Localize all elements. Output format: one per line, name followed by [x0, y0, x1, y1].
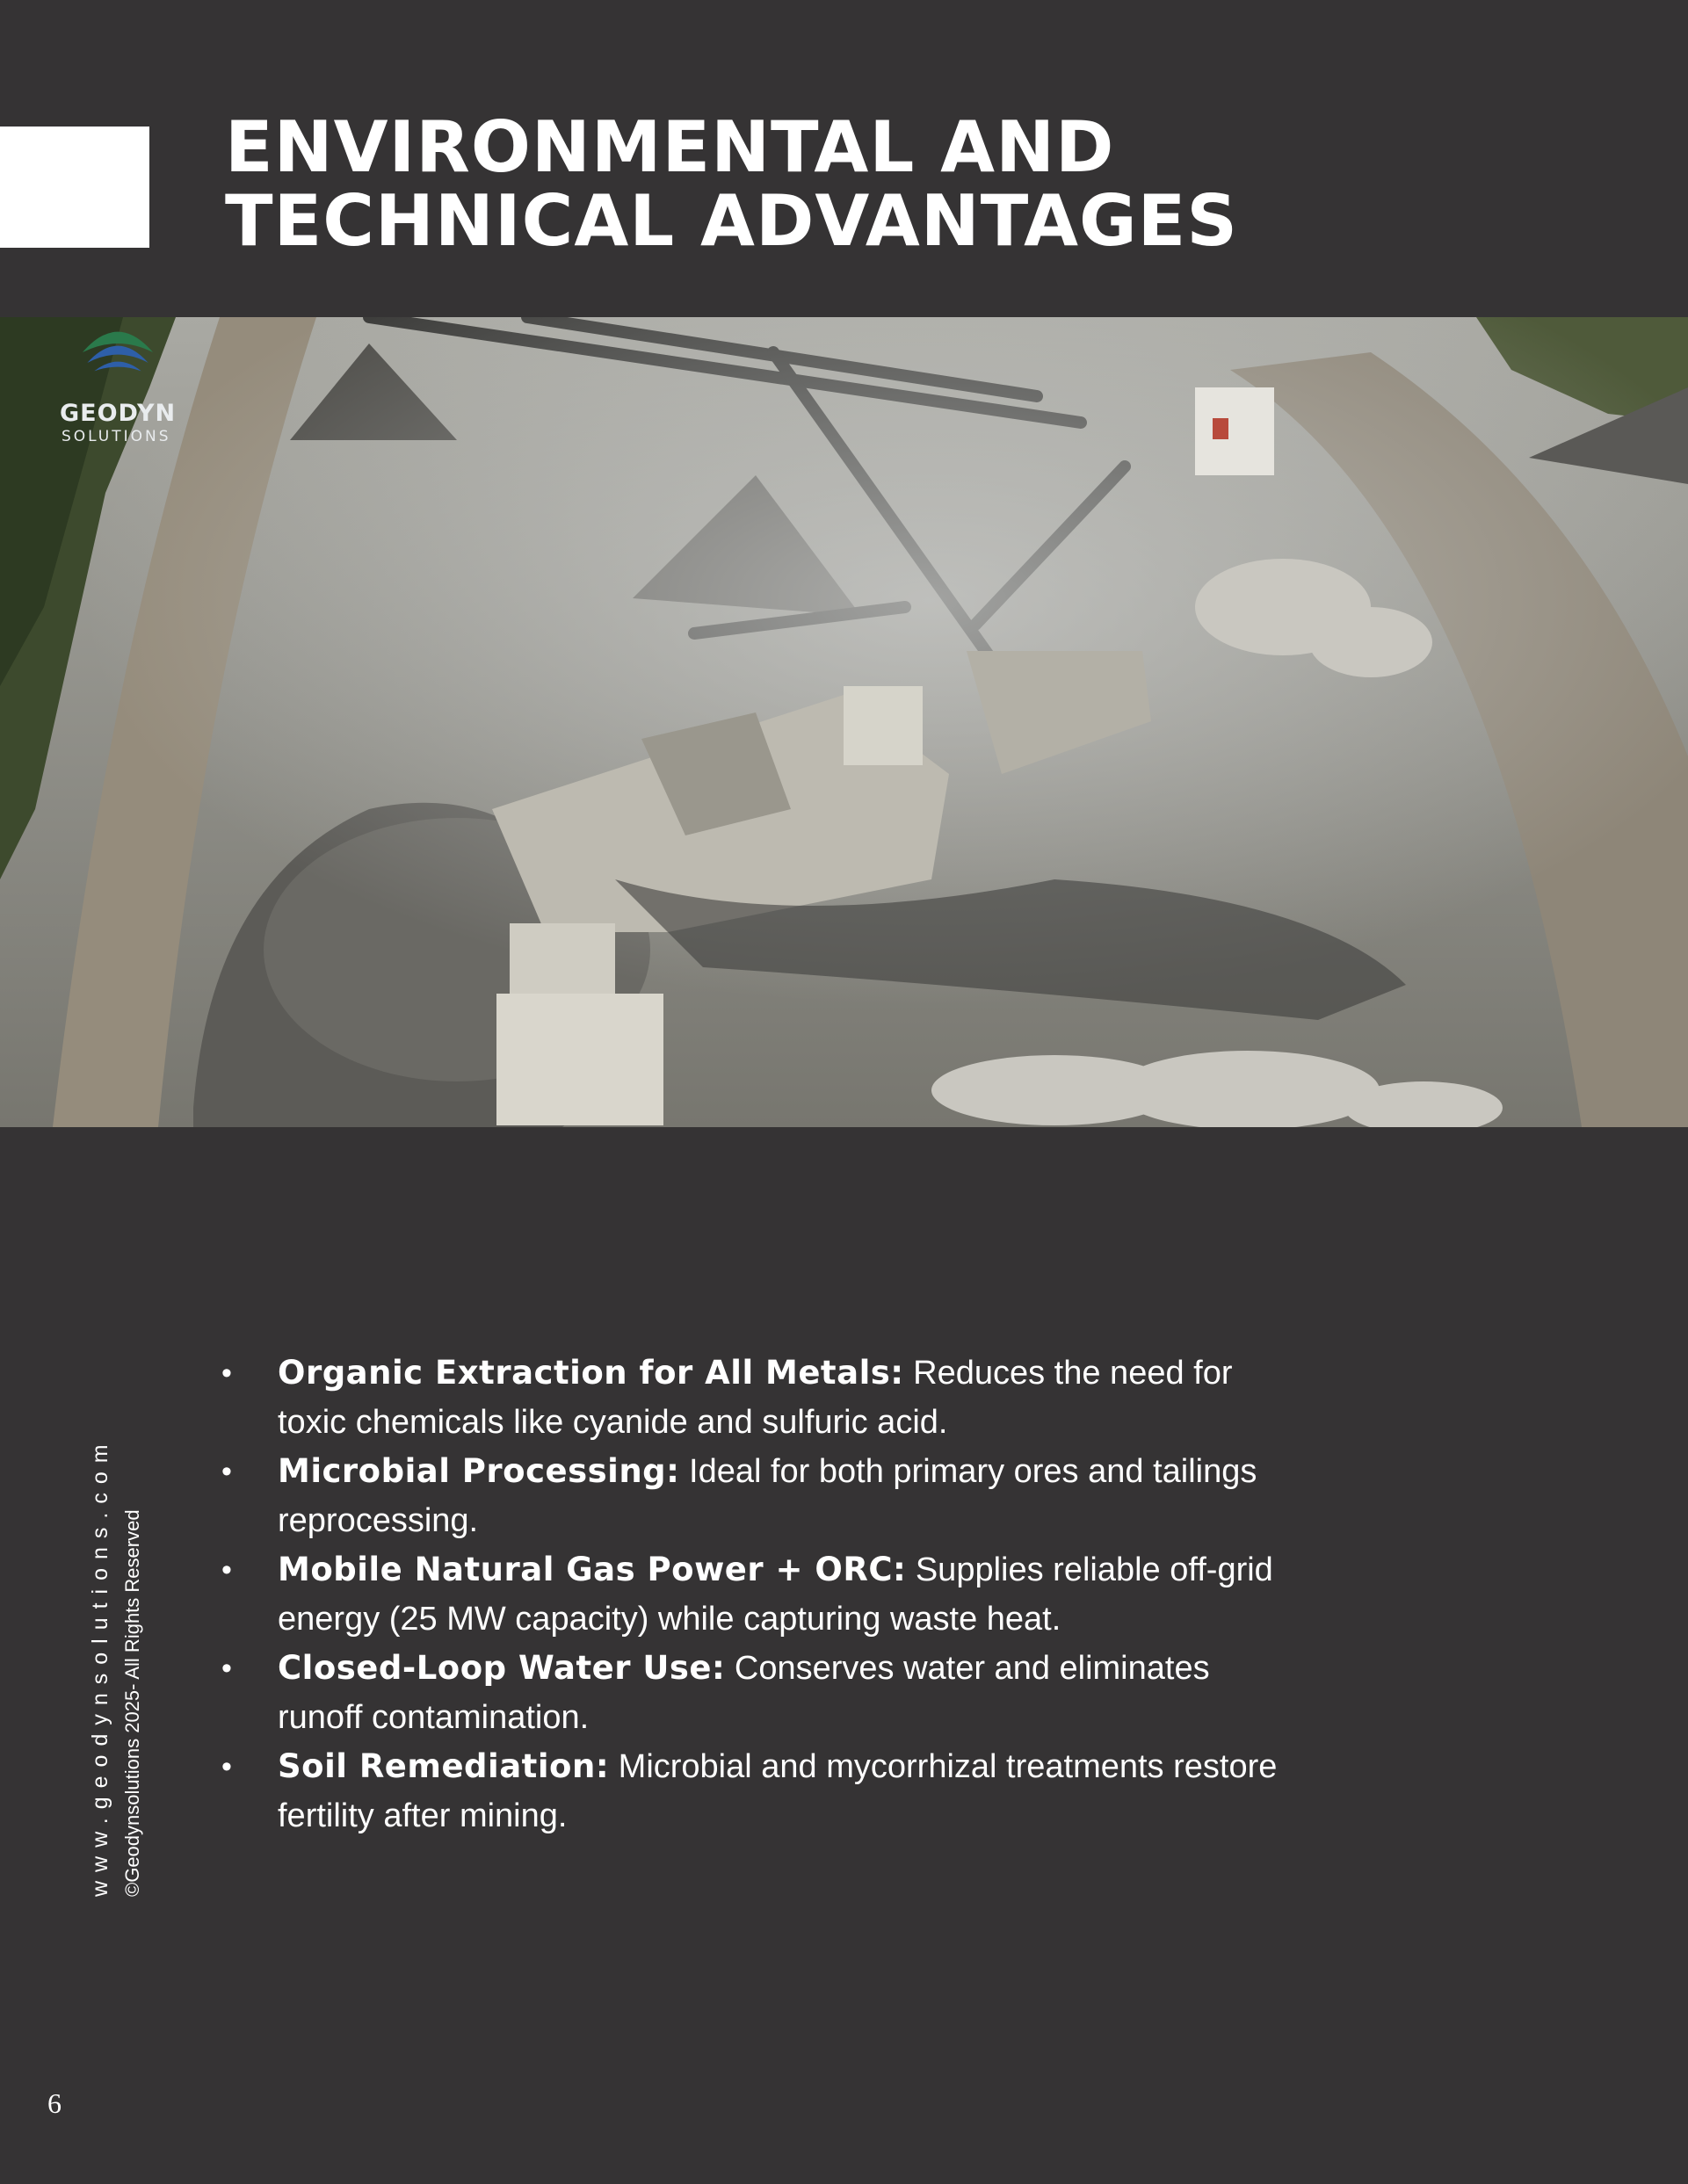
page-title — [225, 106, 1238, 262]
bullet-icon: • — [221, 1455, 232, 1488]
list-item-text: Ideal for both primary ores and tailings reprocessing. — [278, 1453, 1257, 1539]
page-number: 6 — [47, 2087, 62, 2119]
geodyn-logo-icon — [74, 317, 162, 405]
list-item-text: Reduces the need for toxic chemicals like cyanide and sulfuric acid. — [278, 1355, 1233, 1441]
list-item-text: Conserves water and eliminates runoff contamination. — [278, 1650, 1210, 1736]
geodyn-logo-subtitle: SOLUTIONS — [62, 428, 171, 445]
copyright-notice: ©Geodynsolutions 2025- All Rights Reserved — [121, 1509, 143, 1897]
bullet-icon: • — [221, 1553, 232, 1587]
list-item-text: Supplies reliable off-grid energy (25 MW capacity) while capturing waste heat. — [278, 1551, 1273, 1638]
list-item — [216, 1742, 1297, 1840]
list-item-heading: Microbial Processing: — [278, 1452, 680, 1490]
bullet-icon: • — [221, 1356, 232, 1390]
bullet-icon: • — [221, 1652, 232, 1685]
list-item-heading: Soil Remediation: — [278, 1747, 610, 1785]
website-url[interactable]: www.geodynsolutions.com — [88, 1436, 112, 1897]
bullet-icon: • — [221, 1750, 232, 1783]
list-item — [216, 1644, 1297, 1742]
vertical-sidebar-text — [86, 1282, 146, 1897]
list-item — [216, 1447, 1297, 1545]
page-title-line-1: ENVIRONMENTAL AND — [225, 106, 1115, 188]
title-accent-block — [0, 127, 149, 248]
list-item — [216, 1545, 1297, 1644]
geodyn-logo-name: GEODYN — [60, 400, 177, 427]
mining-site-aerial-photo — [0, 317, 1688, 1127]
advantages-list — [216, 1349, 1297, 1840]
list-item-text: Microbial and mycorrhizal treatments restore fertility after mining. — [278, 1748, 1278, 1834]
page-title-line-2: TECHNICAL ADVANTAGES — [225, 180, 1238, 262]
list-item-heading: Closed-Loop Water Use: — [278, 1649, 726, 1687]
list-item-heading: Organic Extraction for All Metals: — [278, 1354, 904, 1392]
list-item — [216, 1349, 1297, 1447]
list-item-heading: Mobile Natural Gas Power + ORC: — [278, 1551, 907, 1588]
